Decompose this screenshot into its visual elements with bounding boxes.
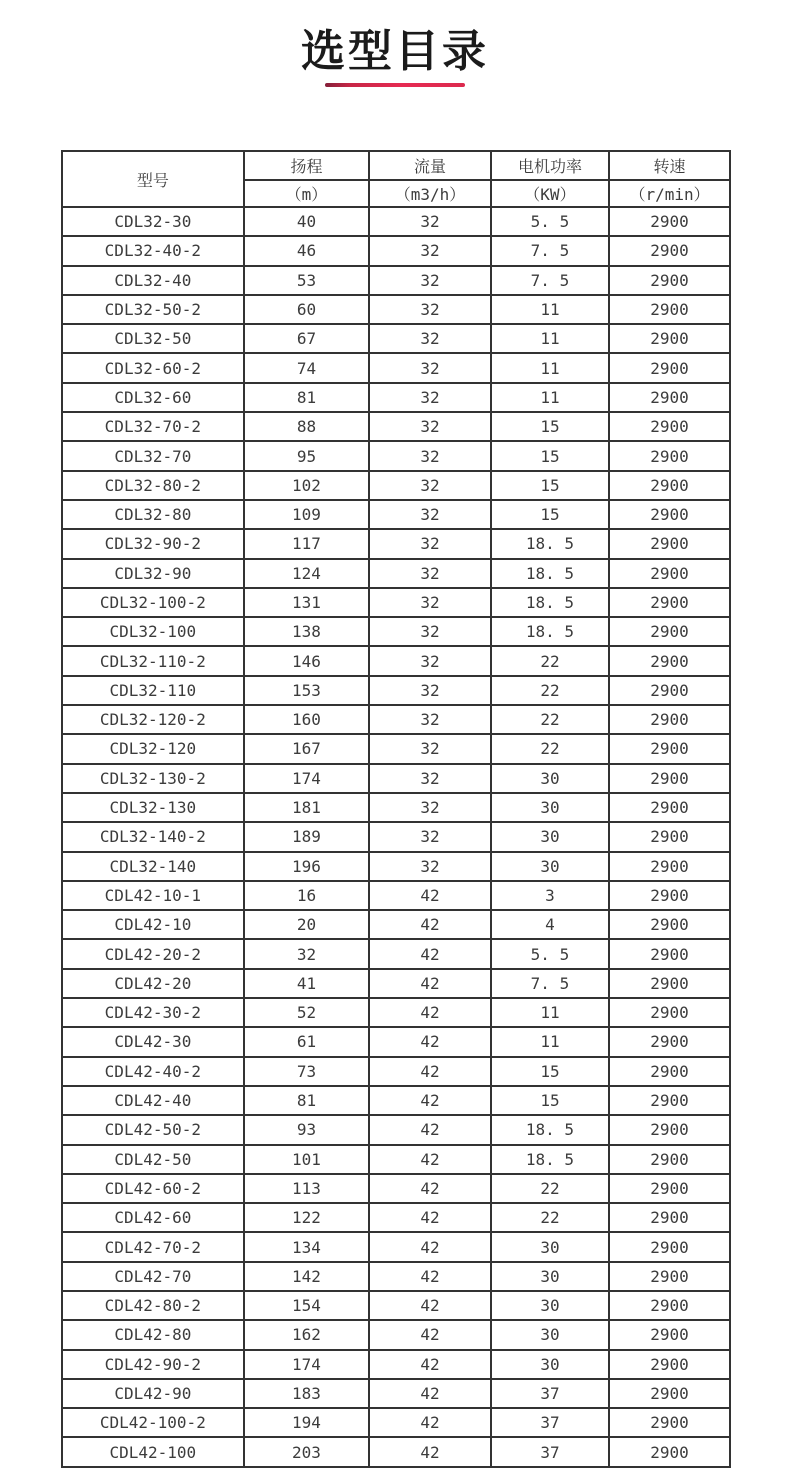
power-cell: 7. 5	[491, 969, 609, 998]
power-cell: 22	[491, 1174, 609, 1203]
speed-cell: 2900	[609, 1232, 730, 1261]
model-cell: CDL42-80	[62, 1320, 244, 1349]
speed-cell: 2900	[609, 1291, 730, 1320]
model-cell: CDL32-80-2	[62, 471, 244, 500]
speed-cell: 2900	[609, 559, 730, 588]
selection-catalog-table	[61, 150, 731, 1468]
power-cell: 37	[491, 1379, 609, 1408]
model-cell: CDL32-110-2	[62, 646, 244, 675]
speed-cell: 2900	[609, 939, 730, 968]
table-row	[62, 1174, 730, 1203]
table-row	[62, 1027, 730, 1056]
head-cell: 189	[244, 822, 370, 851]
power-cell: 30	[491, 1262, 609, 1291]
table-row	[62, 266, 730, 295]
table-row	[62, 1086, 730, 1115]
flow-cell: 32	[369, 822, 491, 851]
model-cell: CDL32-130-2	[62, 764, 244, 793]
speed-cell: 2900	[609, 646, 730, 675]
model-cell: CDL42-100	[62, 1437, 244, 1466]
table-row	[62, 676, 730, 705]
power-cell: 15	[491, 1086, 609, 1115]
flow-cell: 42	[369, 1320, 491, 1349]
speed-cell: 2900	[609, 1350, 730, 1379]
head-cell: 60	[244, 295, 370, 324]
table-row	[62, 734, 730, 763]
model-cell: CDL42-20-2	[62, 939, 244, 968]
head-cell: 52	[244, 998, 370, 1027]
col-unit-speed: （r/min）	[609, 180, 730, 207]
head-cell: 95	[244, 441, 370, 470]
speed-cell: 2900	[609, 764, 730, 793]
page-title-block	[0, 0, 790, 87]
model-cell: CDL32-130	[62, 793, 244, 822]
speed-cell: 2900	[609, 734, 730, 763]
model-cell: CDL42-20	[62, 969, 244, 998]
head-cell: 81	[244, 1086, 370, 1115]
speed-cell: 2900	[609, 676, 730, 705]
table-row	[62, 1262, 730, 1291]
power-cell: 15	[491, 500, 609, 529]
power-cell: 18. 5	[491, 588, 609, 617]
power-cell: 18. 5	[491, 529, 609, 558]
speed-cell: 2900	[609, 1115, 730, 1144]
flow-cell: 32	[369, 471, 491, 500]
table-row	[62, 1350, 730, 1379]
table-row	[62, 969, 730, 998]
flow-cell: 32	[369, 236, 491, 265]
power-cell: 30	[491, 764, 609, 793]
head-cell: 154	[244, 1291, 370, 1320]
table-row	[62, 383, 730, 412]
flow-cell: 32	[369, 852, 491, 881]
speed-cell: 2900	[609, 998, 730, 1027]
power-cell: 15	[491, 1057, 609, 1086]
flow-cell: 32	[369, 676, 491, 705]
head-cell: 67	[244, 324, 370, 353]
flow-cell: 32	[369, 324, 491, 353]
power-cell: 30	[491, 793, 609, 822]
flow-cell: 42	[369, 1145, 491, 1174]
power-cell: 22	[491, 1203, 609, 1232]
flow-cell: 32	[369, 646, 491, 675]
speed-cell: 2900	[609, 852, 730, 881]
table-row	[62, 1291, 730, 1320]
power-cell: 30	[491, 1320, 609, 1349]
table-row	[62, 236, 730, 265]
speed-cell: 2900	[609, 1174, 730, 1203]
model-cell: CDL42-40	[62, 1086, 244, 1115]
model-cell: CDL42-60	[62, 1203, 244, 1232]
flow-cell: 42	[369, 1291, 491, 1320]
head-cell: 41	[244, 969, 370, 998]
power-cell: 18. 5	[491, 559, 609, 588]
col-header-model: 型号	[62, 151, 244, 207]
flow-cell: 42	[369, 1057, 491, 1086]
flow-cell: 32	[369, 295, 491, 324]
flow-cell: 42	[369, 1174, 491, 1203]
head-cell: 131	[244, 588, 370, 617]
flow-cell: 42	[369, 998, 491, 1027]
flow-cell: 32	[369, 383, 491, 412]
flow-cell: 42	[369, 1027, 491, 1056]
flow-cell: 42	[369, 1408, 491, 1437]
flow-cell: 42	[369, 1203, 491, 1232]
head-cell: 109	[244, 500, 370, 529]
head-cell: 93	[244, 1115, 370, 1144]
table-row	[62, 1115, 730, 1144]
head-cell: 142	[244, 1262, 370, 1291]
model-cell: CDL32-50	[62, 324, 244, 353]
table-row	[62, 1203, 730, 1232]
head-cell: 88	[244, 412, 370, 441]
table-row	[62, 1437, 730, 1466]
model-cell: CDL42-100-2	[62, 1408, 244, 1437]
flow-cell: 42	[369, 1379, 491, 1408]
table-row	[62, 910, 730, 939]
speed-cell: 2900	[609, 324, 730, 353]
speed-cell: 2900	[609, 500, 730, 529]
speed-cell: 2900	[609, 705, 730, 734]
table-row	[62, 1057, 730, 1086]
table-body	[62, 207, 730, 1467]
model-cell: CDL32-120	[62, 734, 244, 763]
flow-cell: 32	[369, 764, 491, 793]
power-cell: 3	[491, 881, 609, 910]
table-row	[62, 207, 730, 236]
table-row	[62, 998, 730, 1027]
speed-cell: 2900	[609, 1379, 730, 1408]
table-row	[62, 881, 730, 910]
speed-cell: 2900	[609, 1203, 730, 1232]
head-cell: 196	[244, 852, 370, 881]
model-cell: CDL32-100	[62, 617, 244, 646]
flow-cell: 32	[369, 559, 491, 588]
model-cell: CDL32-50-2	[62, 295, 244, 324]
model-cell: CDL42-30	[62, 1027, 244, 1056]
head-cell: 32	[244, 939, 370, 968]
model-cell: CDL32-40	[62, 266, 244, 295]
power-cell: 37	[491, 1437, 609, 1466]
power-cell: 22	[491, 734, 609, 763]
power-cell: 18. 5	[491, 1145, 609, 1174]
model-cell: CDL32-60-2	[62, 353, 244, 382]
head-cell: 138	[244, 617, 370, 646]
speed-cell: 2900	[609, 295, 730, 324]
model-cell: CDL42-10	[62, 910, 244, 939]
power-cell: 15	[491, 471, 609, 500]
table-row	[62, 939, 730, 968]
speed-cell: 2900	[609, 353, 730, 382]
flow-cell: 42	[369, 881, 491, 910]
power-cell: 22	[491, 646, 609, 675]
model-cell: CDL32-100-2	[62, 588, 244, 617]
model-cell: CDL32-70-2	[62, 412, 244, 441]
power-cell: 11	[491, 353, 609, 382]
head-cell: 40	[244, 207, 370, 236]
head-cell: 16	[244, 881, 370, 910]
head-cell: 101	[244, 1145, 370, 1174]
head-cell: 20	[244, 910, 370, 939]
speed-cell: 2900	[609, 793, 730, 822]
model-cell: CDL42-40-2	[62, 1057, 244, 1086]
flow-cell: 32	[369, 588, 491, 617]
model-cell: CDL32-140-2	[62, 822, 244, 851]
head-cell: 174	[244, 764, 370, 793]
speed-cell: 2900	[609, 1086, 730, 1115]
head-cell: 183	[244, 1379, 370, 1408]
col-header-power: 电机功率	[491, 151, 609, 180]
head-cell: 134	[244, 1232, 370, 1261]
power-cell: 30	[491, 852, 609, 881]
head-cell: 181	[244, 793, 370, 822]
table-row	[62, 559, 730, 588]
col-header-speed: 转速	[609, 151, 730, 180]
flow-cell: 42	[369, 1086, 491, 1115]
model-cell: CDL32-30	[62, 207, 244, 236]
head-cell: 194	[244, 1408, 370, 1437]
table-row	[62, 324, 730, 353]
speed-cell: 2900	[609, 441, 730, 470]
head-cell: 46	[244, 236, 370, 265]
table-row	[62, 617, 730, 646]
flow-cell: 32	[369, 705, 491, 734]
model-cell: CDL32-80	[62, 500, 244, 529]
power-cell: 15	[491, 412, 609, 441]
table-row	[62, 441, 730, 470]
head-cell: 162	[244, 1320, 370, 1349]
table-row	[62, 646, 730, 675]
col-header-head: 扬程	[244, 151, 370, 180]
power-cell: 15	[491, 441, 609, 470]
flow-cell: 32	[369, 793, 491, 822]
table-row	[62, 412, 730, 441]
head-cell: 117	[244, 529, 370, 558]
table-row	[62, 295, 730, 324]
model-cell: CDL42-70-2	[62, 1232, 244, 1261]
flow-cell: 32	[369, 441, 491, 470]
power-cell: 22	[491, 705, 609, 734]
power-cell: 18. 5	[491, 1115, 609, 1144]
power-cell: 7. 5	[491, 266, 609, 295]
power-cell: 30	[491, 1350, 609, 1379]
speed-cell: 2900	[609, 471, 730, 500]
model-cell: CDL42-50	[62, 1145, 244, 1174]
flow-cell: 42	[369, 1350, 491, 1379]
speed-cell: 2900	[609, 910, 730, 939]
power-cell: 4	[491, 910, 609, 939]
power-cell: 22	[491, 676, 609, 705]
speed-cell: 2900	[609, 969, 730, 998]
head-cell: 73	[244, 1057, 370, 1086]
table-row	[62, 1408, 730, 1437]
model-cell: CDL32-90-2	[62, 529, 244, 558]
table-row	[62, 705, 730, 734]
model-cell: CDL32-140	[62, 852, 244, 881]
head-cell: 203	[244, 1437, 370, 1466]
col-unit-power: （KW）	[491, 180, 609, 207]
power-cell: 11	[491, 295, 609, 324]
head-cell: 113	[244, 1174, 370, 1203]
table-header	[62, 151, 730, 207]
model-cell: CDL32-60	[62, 383, 244, 412]
flow-cell: 32	[369, 500, 491, 529]
speed-cell: 2900	[609, 1057, 730, 1086]
table-row	[62, 1232, 730, 1261]
table-row	[62, 822, 730, 851]
power-cell: 11	[491, 383, 609, 412]
power-cell: 11	[491, 998, 609, 1027]
speed-cell: 2900	[609, 1320, 730, 1349]
table-row	[62, 588, 730, 617]
flow-cell: 32	[369, 617, 491, 646]
power-cell: 30	[491, 1291, 609, 1320]
speed-cell: 2900	[609, 1408, 730, 1437]
table-row	[62, 1379, 730, 1408]
power-cell: 11	[491, 324, 609, 353]
col-unit-flow: （m3/h）	[369, 180, 491, 207]
speed-cell: 2900	[609, 207, 730, 236]
power-cell: 5. 5	[491, 939, 609, 968]
speed-cell: 2900	[609, 881, 730, 910]
head-cell: 53	[244, 266, 370, 295]
table-row	[62, 500, 730, 529]
table-row	[62, 764, 730, 793]
speed-cell: 2900	[609, 822, 730, 851]
col-header-flow: 流量	[369, 151, 491, 180]
model-cell: CDL32-40-2	[62, 236, 244, 265]
flow-cell: 32	[369, 412, 491, 441]
head-cell: 74	[244, 353, 370, 382]
head-cell: 61	[244, 1027, 370, 1056]
power-cell: 7. 5	[491, 236, 609, 265]
flow-cell: 42	[369, 1262, 491, 1291]
speed-cell: 2900	[609, 1262, 730, 1291]
head-cell: 146	[244, 646, 370, 675]
model-cell: CDL42-30-2	[62, 998, 244, 1027]
head-cell: 174	[244, 1350, 370, 1379]
title-underline	[325, 83, 465, 87]
table-row	[62, 529, 730, 558]
speed-cell: 2900	[609, 529, 730, 558]
speed-cell: 2900	[609, 588, 730, 617]
head-cell: 81	[244, 383, 370, 412]
speed-cell: 2900	[609, 1145, 730, 1174]
flow-cell: 32	[369, 207, 491, 236]
speed-cell: 2900	[609, 383, 730, 412]
speed-cell: 2900	[609, 1437, 730, 1466]
col-unit-head: （m）	[244, 180, 370, 207]
head-cell: 122	[244, 1203, 370, 1232]
flow-cell: 42	[369, 1437, 491, 1466]
head-cell: 160	[244, 705, 370, 734]
head-cell: 124	[244, 559, 370, 588]
table-row	[62, 471, 730, 500]
model-cell: CDL42-70	[62, 1262, 244, 1291]
flow-cell: 42	[369, 910, 491, 939]
flow-cell: 32	[369, 266, 491, 295]
model-cell: CDL42-60-2	[62, 1174, 244, 1203]
model-cell: CDL42-90-2	[62, 1350, 244, 1379]
flow-cell: 32	[369, 529, 491, 558]
table-row	[62, 1320, 730, 1349]
head-cell: 102	[244, 471, 370, 500]
model-cell: CDL42-50-2	[62, 1115, 244, 1144]
flow-cell: 32	[369, 353, 491, 382]
flow-cell: 42	[369, 1232, 491, 1261]
speed-cell: 2900	[609, 617, 730, 646]
model-cell: CDL32-90	[62, 559, 244, 588]
page-title: 选型目录	[301, 26, 489, 77]
speed-cell: 2900	[609, 1027, 730, 1056]
header-row-labels	[62, 151, 730, 180]
power-cell: 11	[491, 1027, 609, 1056]
table-row	[62, 1145, 730, 1174]
power-cell: 30	[491, 1232, 609, 1261]
power-cell: 30	[491, 822, 609, 851]
power-cell: 5. 5	[491, 207, 609, 236]
power-cell: 37	[491, 1408, 609, 1437]
head-cell: 153	[244, 676, 370, 705]
head-cell: 167	[244, 734, 370, 763]
speed-cell: 2900	[609, 236, 730, 265]
flow-cell: 42	[369, 939, 491, 968]
model-cell: CDL32-70	[62, 441, 244, 470]
model-cell: CDL32-120-2	[62, 705, 244, 734]
model-cell: CDL42-90	[62, 1379, 244, 1408]
flow-cell: 42	[369, 1115, 491, 1144]
speed-cell: 2900	[609, 412, 730, 441]
model-cell: CDL42-10-1	[62, 881, 244, 910]
table-row	[62, 353, 730, 382]
power-cell: 18. 5	[491, 617, 609, 646]
table-row	[62, 852, 730, 881]
flow-cell: 32	[369, 734, 491, 763]
model-cell: CDL32-110	[62, 676, 244, 705]
speed-cell: 2900	[609, 266, 730, 295]
flow-cell: 42	[369, 969, 491, 998]
model-cell: CDL42-80-2	[62, 1291, 244, 1320]
table-row	[62, 793, 730, 822]
